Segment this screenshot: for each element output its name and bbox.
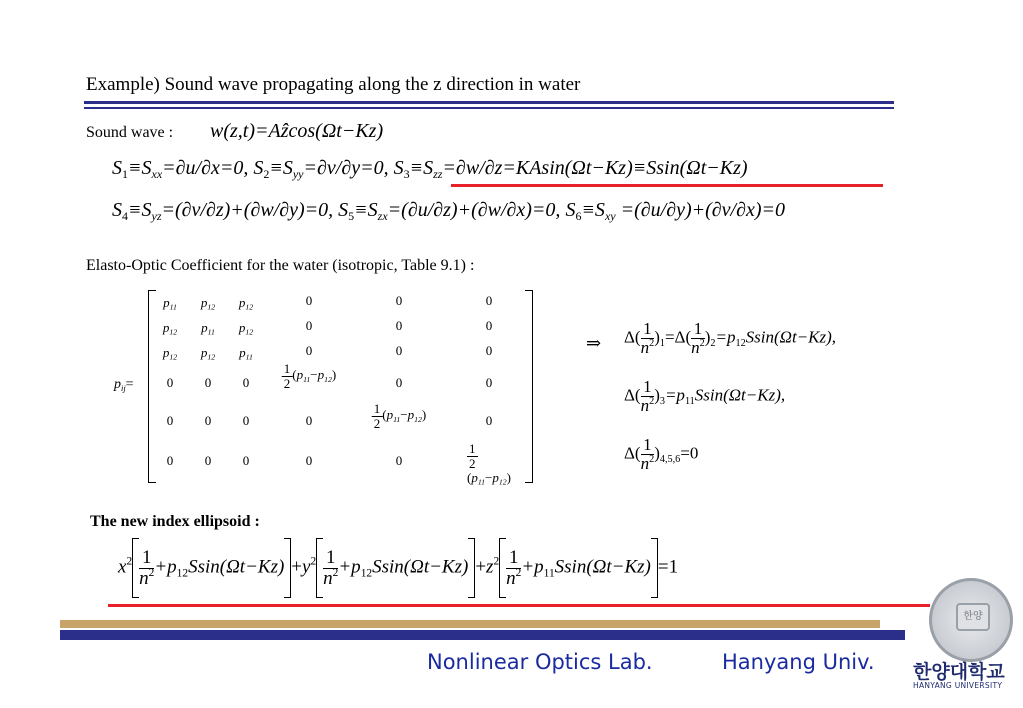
matrix-cell: 0 (485, 343, 493, 358)
implies-arrow: ⇒ (586, 333, 602, 353)
matrix-cell: 0 (485, 293, 493, 308)
matrix-cell: 0 (204, 375, 212, 390)
matrix-cell-half-diff: $\frac{1}{2}$ $(p_{11}-p_{12})$ (373, 401, 427, 431)
matrix-cell: $p_{12}$ (238, 295, 254, 312)
result-line-2: Δ( $\frac{1}{n^2}$ )$_3=p_{11}Ssin(\Omega t-Kz)$, (624, 377, 786, 415)
matrix-cell: $p_{12}$ (200, 295, 216, 312)
matrix-right-bracket (525, 290, 533, 483)
matrix-cell: 0 (305, 318, 313, 333)
result-line-1: Δ( $\frac{1}{n^2}$ )$_1=\Delta$( $\frac{1}{n^2}$ )$_2=p_{12}Ssin(\Omega t-Kz)$, (624, 319, 837, 357)
matrix-cell: 0 (166, 453, 174, 468)
matrix-cell: 0 (242, 453, 250, 468)
matrix-cell: $p_{11}$ (163, 295, 177, 312)
elasto-optic-matrix (148, 290, 533, 487)
matrix-cell: 0 (305, 413, 313, 428)
ellipsoid-equation: $x^2$ $\frac{1}{n^2}$ $+p_{12}Ssin(\Omega t-Kz) +y^2$ $\frac{1}{n^2}$ $+p_{12}Ssin(\Omega t-Kz) +z^2$ $\frac{1}{n^2}$ $+p_{11}Ssin(\Omega t-Kz) =1$ (118, 538, 678, 598)
footer-bar-tan (60, 620, 880, 628)
matrix-cell-half-diff: $\frac{1}{2}$ $(p_{11}-p_{12})$ (283, 361, 337, 391)
matrix-cell: 0 (166, 413, 174, 428)
matrix-cell: $p_{11}$ (239, 345, 253, 362)
matrix-cell: 0 (395, 453, 403, 468)
university-logo-korean: 한양대학교 (913, 661, 1005, 683)
title-rule-bottom (84, 107, 894, 109)
matrix-cell: 0 (395, 293, 403, 308)
matrix-cell: 0 (204, 453, 212, 468)
sound-wave-label: Sound wave : (86, 124, 174, 141)
matrix-cell: 0 (242, 375, 250, 390)
matrix-cell: $p_{12}$ (162, 345, 178, 362)
matrix-cell: 0 (305, 453, 313, 468)
matrix-left-bracket (148, 290, 156, 483)
matrix-cell: 0 (485, 375, 493, 390)
slide-title: Example) Sound wave propagating along the z direction in water (86, 74, 581, 95)
result-line-3: Δ( $\frac{1}{n^2}$ )$_{4,5,6}=0$ (624, 435, 699, 473)
matrix-cell: $p_{12}$ (238, 320, 254, 337)
footer-bar-navy (60, 630, 905, 640)
matrix-cell: 0 (305, 293, 313, 308)
matrix-cell: 0 (305, 343, 313, 358)
title-rule-top (84, 101, 894, 104)
ellipsoid-underline (108, 604, 930, 607)
matrix-cell: 0 (242, 413, 250, 428)
university-seal-icon: 한양 (929, 578, 1013, 662)
university-logo-english: HANYANG UNIVERSITY (913, 681, 1003, 690)
highlight-underline-s3 (451, 184, 883, 187)
matrix-cell: 0 (395, 375, 403, 390)
matrix-cell: 0 (166, 375, 174, 390)
matrix-cell: $p_{12}$ (200, 345, 216, 362)
matrix-lhs: $p_{ij}=$ (114, 377, 134, 393)
matrix-cell: $p_{11}$ (201, 320, 215, 337)
sound-wave-equation: w(z,t)=Aẑcos(Ωt−Kz) (210, 120, 384, 142)
matrix-cell: 0 (485, 318, 493, 333)
footer-lab: Nonlinear Optics Lab. (427, 650, 653, 674)
matrix-cell: 0 (395, 318, 403, 333)
elasto-optic-label: Elasto-Optic Coefficient for the water (isotropic, Table 9.1) : (86, 257, 475, 274)
strain-line-2: $S_4\equiv S_{yz}=(\partial v/\partial z)+(\partial w/\partial y)=0$, $S_5\equiv S_{zx}=(\partial u/\partial z)+(\partial w/\partial x)=0$, $S_6\equiv S_{xy} =(\partial u/\partial y)+(\partial v/\partial x)=0$ (112, 199, 785, 224)
matrix-cell: 0 (395, 343, 403, 358)
matrix-cell-half-diff: $\frac{1}{2}$ $(p_{11}-p_{12})$ (466, 441, 512, 487)
matrix-cell: 0 (485, 413, 493, 428)
matrix-cell: $p_{12}$ (162, 320, 178, 337)
ellipsoid-label: The new index ellipsoid : (90, 513, 260, 530)
matrix-cell: 0 (204, 413, 212, 428)
strain-line-1: $S_1\equiv S_{xx}=\partial u/\partial x=0$, $S_2\equiv S_{yy}=\partial v/\partial y=0$, $S_3\equiv S_{zz}=\partial w/\partial z=KAsin(\Omega t-Kz)\equiv Ssin(\Omega t-Kz)$ (112, 157, 748, 182)
footer-univ: Hanyang Univ. (722, 650, 875, 674)
